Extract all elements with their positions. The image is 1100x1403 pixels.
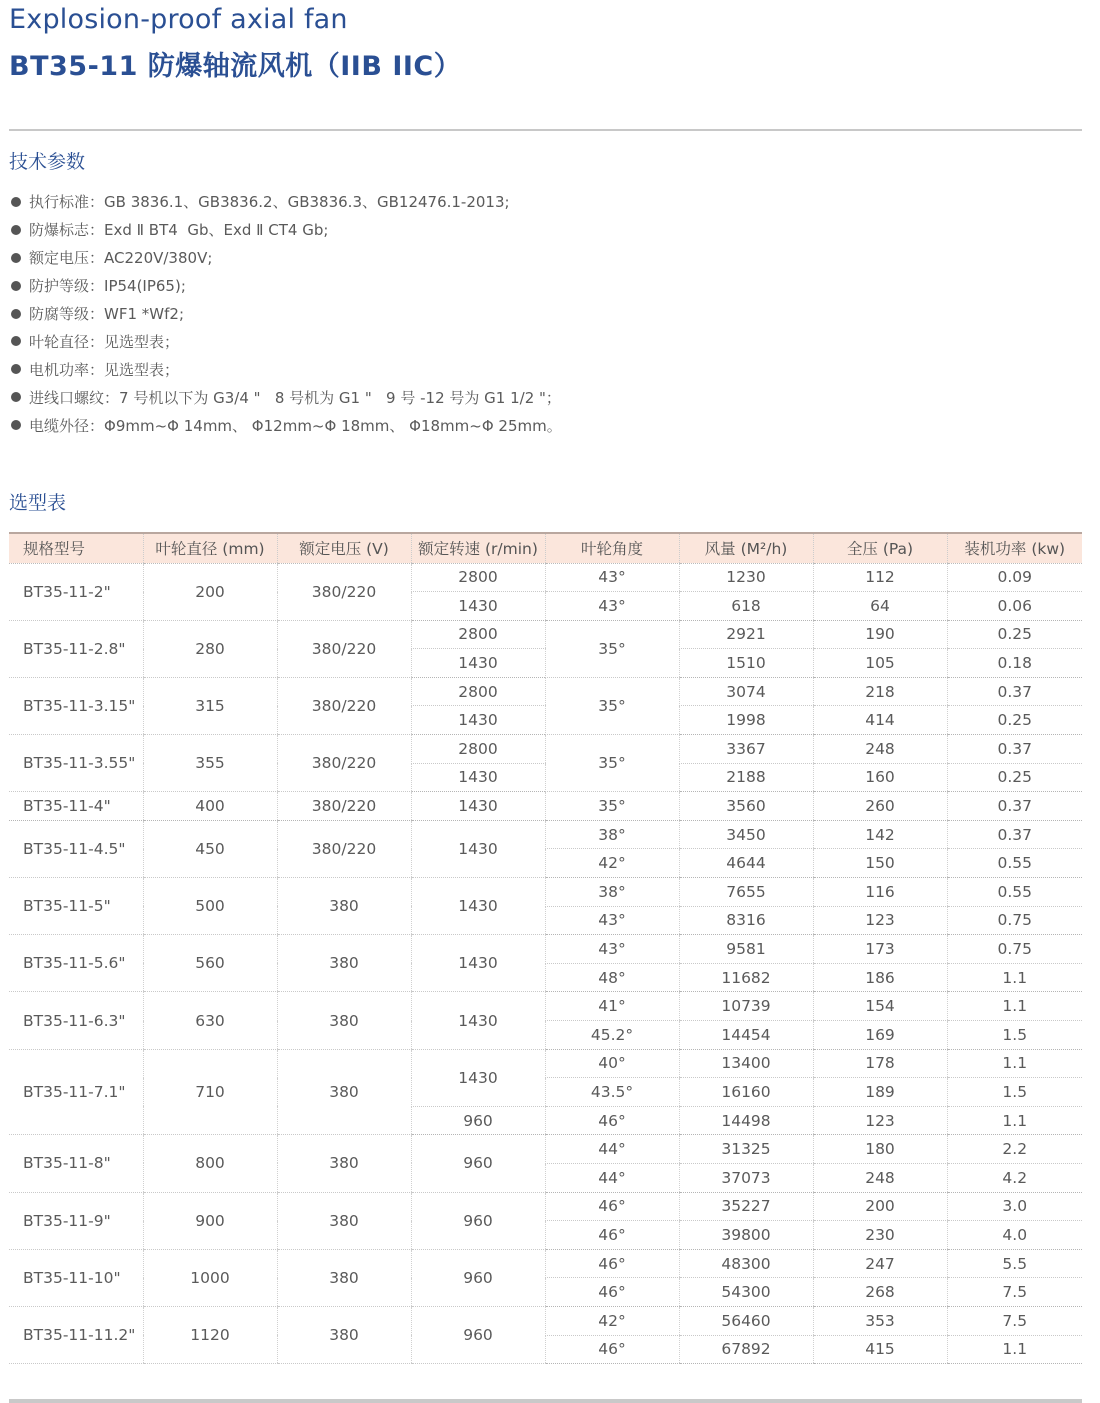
cell-pressure: 116 <box>813 878 947 907</box>
cell-angle: 42° <box>545 1306 679 1335</box>
spec-label: 防护等级： <box>29 277 105 296</box>
cell-voltage: 380/220 <box>277 792 411 821</box>
spec-label: 进线口螺纹： <box>29 388 120 407</box>
cell-model: BT35-11-5.6" <box>9 935 143 992</box>
cell-flow: 3450 <box>679 820 813 849</box>
spec-value: Φ9mm~Φ 14mm、 Φ12mm~Φ 18mm、 Φ18mm~Φ 25mm。 <box>104 416 562 435</box>
bullet-icon <box>11 364 21 374</box>
cell-flow: 3367 <box>679 735 813 764</box>
cell-speed: 1430 <box>411 649 545 678</box>
cell-pressure: 218 <box>813 677 947 706</box>
cell-diameter: 1000 <box>143 1249 277 1306</box>
cell-speed: 1430 <box>411 706 545 735</box>
spec-item-anticorrosion <box>11 300 562 328</box>
cell-pressure: 178 <box>813 1049 947 1078</box>
cell-angle: 46° <box>545 1249 679 1278</box>
cell-voltage: 380 <box>277 878 411 935</box>
cell-flow: 39800 <box>679 1221 813 1250</box>
cell-angle: 43° <box>545 592 679 621</box>
cell-flow: 2188 <box>679 763 813 792</box>
cell-angle: 46° <box>545 1192 679 1221</box>
cell-voltage: 380 <box>277 1306 411 1363</box>
col-header-diameter: 叶轮直径 (mm) <box>143 533 277 563</box>
selection-table <box>9 532 1082 1364</box>
cell-voltage: 380/220 <box>277 820 411 877</box>
cell-flow: 48300 <box>679 1249 813 1278</box>
cell-angle: 35° <box>545 735 679 792</box>
col-header-model: 规格型号 <box>9 533 143 563</box>
cell-angle: 42° <box>545 849 679 878</box>
cell-flow: 4644 <box>679 849 813 878</box>
cell-speed: 2800 <box>411 735 545 764</box>
cell-power: 0.18 <box>947 649 1082 678</box>
cell-model: BT35-11-6.3" <box>9 992 143 1049</box>
cell-model: BT35-11-2" <box>9 563 143 620</box>
cell-angle: 43.5° <box>545 1078 679 1107</box>
cell-speed: 1430 <box>411 1049 545 1106</box>
cell-model: BT35-11-4" <box>9 792 143 821</box>
cell-model: BT35-11-7.1" <box>9 1049 143 1135</box>
cell-pressure: 123 <box>813 906 947 935</box>
cell-flow: 37073 <box>679 1163 813 1192</box>
table-header-row <box>9 533 1082 563</box>
cell-flow: 618 <box>679 592 813 621</box>
cell-model: BT35-11-11.2" <box>9 1306 143 1363</box>
cell-power: 1.5 <box>947 1021 1082 1050</box>
cell-diameter: 500 <box>143 878 277 935</box>
spec-label: 防爆标志： <box>29 221 105 240</box>
cell-flow: 14454 <box>679 1021 813 1050</box>
col-header-power: 装机功率 (kw) <box>947 533 1082 563</box>
table-row <box>9 935 1082 964</box>
cell-flow: 3074 <box>679 677 813 706</box>
cell-angle: 38° <box>545 820 679 849</box>
cell-power: 2.2 <box>947 1135 1082 1164</box>
col-header-speed: 额定转速 (r/min) <box>411 533 545 563</box>
cell-pressure: 154 <box>813 992 947 1021</box>
cell-speed: 960 <box>411 1249 545 1306</box>
spec-item-impeller-diameter <box>11 327 562 355</box>
page-title-cn: BT35-11 防爆轴流风机（IIB IIC） <box>9 51 462 82</box>
spec-label: 防腐等级： <box>29 305 105 323</box>
cell-model: BT35-11-9" <box>9 1192 143 1249</box>
table-row <box>9 620 1082 649</box>
cell-angle: 35° <box>545 792 679 821</box>
cell-model: BT35-11-8" <box>9 1135 143 1192</box>
cell-speed: 960 <box>411 1306 545 1363</box>
cell-angle: 46° <box>545 1278 679 1307</box>
spec-value: 见选型表； <box>104 332 180 351</box>
cell-pressure: 230 <box>813 1221 947 1250</box>
bullet-icon <box>11 225 21 235</box>
cell-diameter: 200 <box>143 563 277 620</box>
col-header-angle: 叶轮角度 <box>545 533 679 563</box>
cell-voltage: 380 <box>277 1049 411 1135</box>
cell-pressure: 150 <box>813 849 947 878</box>
cell-power: 7.5 <box>947 1306 1082 1335</box>
col-header-voltage: 额定电压 (V) <box>277 533 411 563</box>
tech-params-list <box>11 188 562 439</box>
cell-flow: 35227 <box>679 1192 813 1221</box>
spec-label: 执行标准： <box>29 193 105 212</box>
cell-power: 5.5 <box>947 1249 1082 1278</box>
cell-voltage: 380/220 <box>277 735 411 792</box>
cell-power: 0.75 <box>947 906 1082 935</box>
cell-voltage: 380 <box>277 1192 411 1249</box>
cell-diameter: 315 <box>143 677 277 734</box>
table-row <box>9 1135 1082 1164</box>
cell-pressure: 173 <box>813 935 947 964</box>
spec-item-standard <box>11 188 562 216</box>
bullet-icon <box>11 197 21 207</box>
cell-diameter: 280 <box>143 620 277 677</box>
cell-model: BT35-11-10" <box>9 1249 143 1306</box>
cell-flow: 11682 <box>679 963 813 992</box>
cell-flow: 56460 <box>679 1306 813 1335</box>
cell-pressure: 190 <box>813 620 947 649</box>
bottom-divider <box>9 1399 1082 1403</box>
cell-model: BT35-11-3.15" <box>9 677 143 734</box>
cell-pressure: 186 <box>813 963 947 992</box>
spec-label: 电缆外径： <box>29 416 105 435</box>
cell-angle: 44° <box>545 1163 679 1192</box>
cell-flow: 54300 <box>679 1278 813 1307</box>
cell-power: 0.09 <box>947 563 1082 592</box>
cell-power: 0.55 <box>947 849 1082 878</box>
cell-speed: 2800 <box>411 677 545 706</box>
cell-angle: 46° <box>545 1335 679 1364</box>
cell-voltage: 380 <box>277 992 411 1049</box>
cell-model: BT35-11-4.5" <box>9 820 143 877</box>
cell-model: BT35-11-5" <box>9 878 143 935</box>
spec-value: AC220V/380V; <box>104 248 213 267</box>
table-row <box>9 677 1082 706</box>
cell-pressure: 248 <box>813 1163 947 1192</box>
cell-voltage: 380 <box>277 1249 411 1306</box>
cell-pressure: 169 <box>813 1021 947 1050</box>
spec-item-voltage <box>11 244 562 272</box>
table-row <box>9 820 1082 849</box>
spec-value: WF1 *Wf2; <box>104 304 184 323</box>
cell-angle: 35° <box>545 677 679 734</box>
bullet-icon <box>11 253 21 263</box>
cell-power: 0.37 <box>947 792 1082 821</box>
cell-power: 1.1 <box>947 992 1082 1021</box>
cell-pressure: 123 <box>813 1106 947 1135</box>
bullet-icon <box>11 309 21 319</box>
tech-params-heading: 技术参数 <box>9 151 86 173</box>
cell-voltage: 380/220 <box>277 677 411 734</box>
table-row <box>9 878 1082 907</box>
cell-power: 0.37 <box>947 677 1082 706</box>
cell-flow: 8316 <box>679 906 813 935</box>
cell-pressure: 414 <box>813 706 947 735</box>
cell-diameter: 355 <box>143 735 277 792</box>
col-header-flow: 风量 (M²/h) <box>679 533 813 563</box>
cell-power: 0.06 <box>947 592 1082 621</box>
cell-angle: 35° <box>545 620 679 677</box>
cell-flow: 31325 <box>679 1135 813 1164</box>
cell-flow: 1998 <box>679 706 813 735</box>
cell-angle: 43° <box>545 906 679 935</box>
cell-power: 0.75 <box>947 935 1082 964</box>
cell-angle: 43° <box>545 935 679 964</box>
cell-power: 0.25 <box>947 706 1082 735</box>
cell-speed: 960 <box>411 1135 545 1192</box>
cell-pressure: 247 <box>813 1249 947 1278</box>
table-row <box>9 792 1082 821</box>
cell-pressure: 200 <box>813 1192 947 1221</box>
spec-label: 叶轮直径： <box>29 332 105 351</box>
col-header-pressure: 全压 (Pa) <box>813 533 947 563</box>
cell-angle: 38° <box>545 878 679 907</box>
table-row <box>9 1306 1082 1335</box>
cell-flow: 7655 <box>679 878 813 907</box>
cell-model: BT35-11-2.8" <box>9 620 143 677</box>
cell-model: BT35-11-3.55" <box>9 735 143 792</box>
cell-angle: 44° <box>545 1135 679 1164</box>
cell-flow: 1510 <box>679 649 813 678</box>
cell-flow: 3560 <box>679 792 813 821</box>
spec-label: 电机功率： <box>29 360 105 379</box>
cell-speed: 960 <box>411 1192 545 1249</box>
cell-angle: 43° <box>545 563 679 592</box>
cell-power: 3.0 <box>947 1192 1082 1221</box>
bullet-icon <box>11 281 21 291</box>
cell-flow: 67892 <box>679 1335 813 1364</box>
spec-label: 额定电压： <box>29 249 105 268</box>
cell-voltage: 380 <box>277 1135 411 1192</box>
cell-speed: 1430 <box>411 763 545 792</box>
cell-power: 0.37 <box>947 735 1082 764</box>
cell-voltage: 380/220 <box>277 620 411 677</box>
cell-power: 1.1 <box>947 1106 1082 1135</box>
cell-diameter: 900 <box>143 1192 277 1249</box>
cell-voltage: 380 <box>277 935 411 992</box>
spec-value: 7 号机以下为 G3/4 " 8 号机为 G1 " 9 号 -12 号为 G1 1/2 "； <box>119 388 561 407</box>
cell-pressure: 268 <box>813 1278 947 1307</box>
cell-flow: 13400 <box>679 1049 813 1078</box>
cell-diameter: 630 <box>143 992 277 1049</box>
cell-angle: 40° <box>545 1049 679 1078</box>
cell-speed: 1430 <box>411 935 545 992</box>
cell-flow: 2921 <box>679 620 813 649</box>
cell-diameter: 800 <box>143 1135 277 1192</box>
cell-pressure: 180 <box>813 1135 947 1164</box>
cell-power: 4.0 <box>947 1221 1082 1250</box>
cell-diameter: 560 <box>143 935 277 992</box>
cell-pressure: 64 <box>813 592 947 621</box>
spec-value: 见选型表； <box>104 360 180 379</box>
cell-angle: 48° <box>545 963 679 992</box>
cell-power: 7.5 <box>947 1278 1082 1307</box>
cell-angle: 46° <box>545 1221 679 1250</box>
cell-pressure: 189 <box>813 1078 947 1107</box>
cell-power: 1.1 <box>947 963 1082 992</box>
table-row <box>9 992 1082 1021</box>
cell-speed: 1430 <box>411 992 545 1049</box>
spec-item-explosion-mark <box>11 216 562 244</box>
cell-angle: 45.2° <box>545 1021 679 1050</box>
cell-pressure: 160 <box>813 763 947 792</box>
page-title-en: Explosion-proof axial fan <box>9 4 348 35</box>
spec-value: GB 3836.1、GB3836.2、GB3836.3、GB12476.1-2013; <box>104 193 510 212</box>
table-row <box>9 735 1082 764</box>
cell-speed: 2800 <box>411 563 545 592</box>
cell-diameter: 1120 <box>143 1306 277 1363</box>
cell-power: 0.37 <box>947 820 1082 849</box>
cell-speed: 2800 <box>411 620 545 649</box>
cell-pressure: 353 <box>813 1306 947 1335</box>
spec-value: Exd Ⅱ BT4 Gb、Exd Ⅱ CT4 Gb; <box>104 221 329 240</box>
cell-diameter: 710 <box>143 1049 277 1135</box>
cell-diameter: 450 <box>143 820 277 877</box>
cell-angle: 46° <box>545 1106 679 1135</box>
cell-flow: 1230 <box>679 563 813 592</box>
bullet-icon <box>11 420 21 430</box>
cell-pressure: 248 <box>813 735 947 764</box>
cell-speed: 960 <box>411 1106 545 1135</box>
cell-pressure: 260 <box>813 792 947 821</box>
cell-flow: 14498 <box>679 1106 813 1135</box>
cell-speed: 1430 <box>411 878 545 935</box>
spec-item-inlet-thread <box>11 383 562 411</box>
table-row <box>9 1249 1082 1278</box>
cell-pressure: 415 <box>813 1335 947 1364</box>
cell-flow: 10739 <box>679 992 813 1021</box>
cell-flow: 9581 <box>679 935 813 964</box>
cell-speed: 1430 <box>411 592 545 621</box>
cell-power: 4.2 <box>947 1163 1082 1192</box>
bullet-icon <box>11 336 21 346</box>
cell-pressure: 105 <box>813 649 947 678</box>
cell-power: 0.25 <box>947 763 1082 792</box>
cell-power: 1.1 <box>947 1049 1082 1078</box>
cell-angle: 41° <box>545 992 679 1021</box>
cell-power: 1.1 <box>947 1335 1082 1364</box>
cell-power: 0.55 <box>947 878 1082 907</box>
cell-voltage: 380/220 <box>277 563 411 620</box>
table-row <box>9 563 1082 592</box>
table-row <box>9 1049 1082 1078</box>
cell-pressure: 142 <box>813 820 947 849</box>
bullet-icon <box>11 392 21 402</box>
cell-speed: 1430 <box>411 792 545 821</box>
spec-value: IP54(IP65); <box>104 276 186 295</box>
top-divider <box>9 129 1082 131</box>
cell-diameter: 400 <box>143 792 277 821</box>
table-row <box>9 1192 1082 1221</box>
cell-power: 0.25 <box>947 620 1082 649</box>
cell-flow: 16160 <box>679 1078 813 1107</box>
cell-pressure: 112 <box>813 563 947 592</box>
cell-power: 1.5 <box>947 1078 1082 1107</box>
selection-table-heading: 选型表 <box>9 492 67 514</box>
spec-item-motor-power <box>11 355 562 383</box>
spec-item-protection <box>11 272 562 300</box>
spec-item-cable-diameter <box>11 411 562 439</box>
cell-speed: 1430 <box>411 820 545 877</box>
